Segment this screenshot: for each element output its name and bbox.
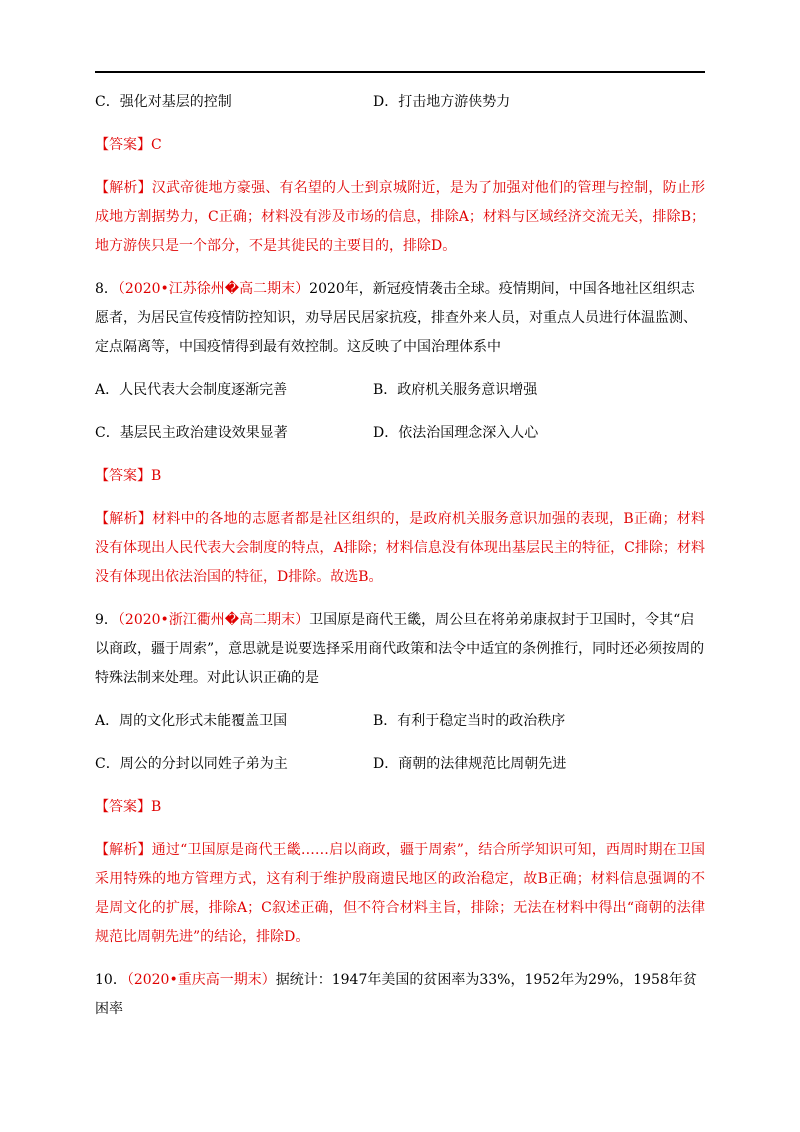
q9-number: 9． — [95, 612, 118, 628]
q9-source: （2020•浙江衢州�高二期末） — [117, 612, 310, 628]
q8-answer-tag: 【答案】 — [95, 468, 151, 484]
q7-answer-value: C — [151, 137, 162, 153]
q10-number: 10． — [95, 972, 127, 988]
q7-analysis-tag: 【解析】 — [95, 180, 152, 196]
q10-stem — [95, 966, 705, 1024]
q9-stem — [95, 606, 705, 693]
q8-option-b: B．政府机关服务意识增强 — [373, 382, 538, 398]
q9-answer-value: B — [151, 799, 162, 815]
q9-answer — [95, 793, 705, 822]
q10-stem-text: 据统计：1947年美国的贫困率为33%，1952年为29%，1958年贫困率 — [95, 972, 697, 1017]
q8-answer — [95, 462, 705, 491]
q8-stem-text: 2020年，新冠疫情袭击全球。疫情期间，中国各地社区组织志愿者，为居民宣传疫情防控知识，劝导居民居家抗疫，排查外来人员，对重点人员进行体温监测、定点隔离等，中国疫情得到最有效控制。这反映了中国治理体系中 — [95, 281, 697, 355]
q8-number: 8． — [95, 281, 118, 297]
q8-option-a: A．人民代表大会制度逐渐完善 — [95, 382, 288, 398]
q8-stem — [95, 275, 705, 362]
q8-options-cd — [95, 419, 705, 448]
q7-options-cd — [95, 88, 705, 117]
q9-stem-text: 卫国原是商代王畿，周公旦在将弟弟康叔封于卫国时，令其“启以商政，疆于周索”，意思就是说要选择采用商代政策和法令中适宜的条例推行，同时还必须按周的特殊法制来处理。对此认识正确的是 — [95, 612, 705, 686]
q8-option-d: D．依法治国理念深入人心 — [373, 425, 539, 441]
header-rule — [95, 71, 705, 73]
q8-option-c: C．基层民主政治建设效果显著 — [95, 425, 288, 441]
document-body — [95, 88, 705, 1024]
q9-analysis — [95, 836, 705, 952]
q9-option-a: A．周的文化形式未能覆盖卫国 — [95, 713, 288, 729]
q7-option-d: D．打击地方游侠势力 — [373, 94, 511, 110]
q7-analysis-text: 汉武帝徙地方豪强、有名望的人士到京城附近，是为了加强对他们的管理与控制，防止形成地方割据势力，C正确；材料没有涉及市场的信息，排除A；材料与区域经济交流无关，排除B；地方游侠只是一个部分，不是其徙民的主要目的，排除D。 — [95, 180, 706, 254]
q9-analysis-text: 通过“卫国原是商代王畿……启以商政，疆于周索”，结合所学知识可知，西周时期在卫国采用特殊的地方管理方式，这有利于维护殷商遗民地区的政治稳定，故B正确；材料信息强调的不是周文化的扩展，排除A；C叙述正确，但不符合材料主旨，排除；无法在材料中得出“商朝的法律规范比周朝先进”的结论，排除D。 — [95, 842, 706, 945]
q9-option-c: C．周公的分封以同姓子弟为主 — [95, 756, 288, 772]
q7-answer-tag: 【答案】 — [95, 137, 151, 153]
q8-analysis-tag: 【解析】 — [95, 511, 153, 527]
q9-options-cd — [95, 750, 705, 779]
q10-source: （2020•重庆高一期末） — [126, 972, 276, 988]
q8-source: （2020•江苏徐州�高二期末） — [117, 281, 310, 297]
q8-analysis — [95, 505, 705, 592]
q9-answer-tag: 【答案】 — [95, 799, 151, 815]
q8-options-ab — [95, 376, 705, 405]
q8-analysis-text: 材料中的各地的志愿者都是社区组织的，是政府机关服务意识加强的表现，B正确；材料没有体现出人民代表大会制度的特点，A排除；材料信息没有体现出基层民主的特征，C排除；材料没有体现出依法治国的特征，D排除。故选B。 — [95, 511, 705, 585]
q9-option-b: B．有利于稳定当时的政治秩序 — [373, 713, 566, 729]
q9-options-ab — [95, 707, 705, 736]
q9-analysis-tag: 【解析】 — [95, 842, 152, 858]
q9-option-d: D．商朝的法律规范比周朝先进 — [373, 756, 567, 772]
q7-answer — [95, 131, 705, 160]
q8-answer-value: B — [151, 468, 162, 484]
q7-option-c: C．强化对基层的控制 — [95, 94, 232, 110]
q7-analysis — [95, 174, 705, 261]
